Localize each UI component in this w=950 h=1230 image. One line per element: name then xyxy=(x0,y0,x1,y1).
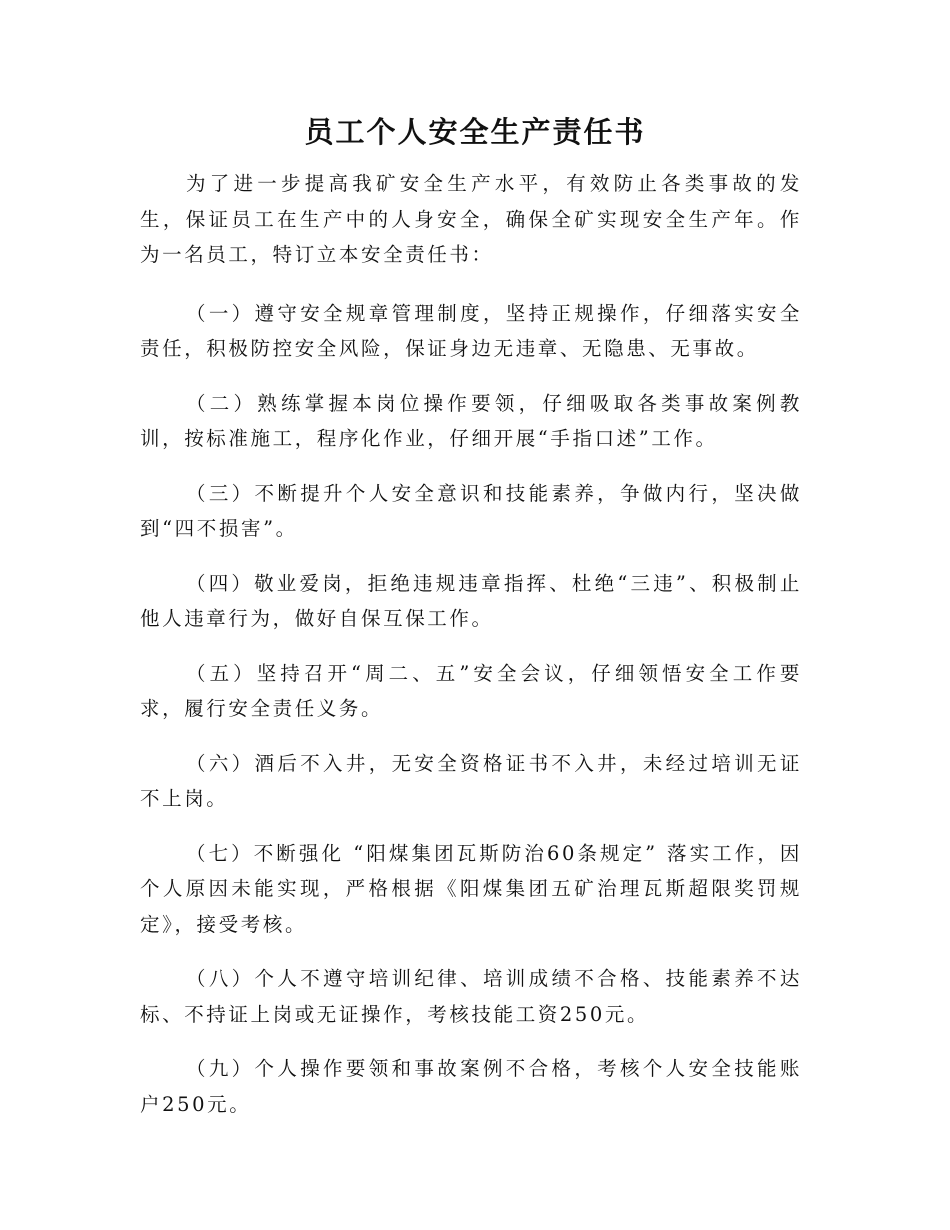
clause-2: （二）熟练掌握本岗位操作要领，仔细吸取各类事故案例教训，按标准施工，程序化作业，仔细开展“手指口述”工作。 xyxy=(140,391,802,450)
clause-5: （五）坚持召开“周二、五”安全会议，仔细领悟安全工作要求，履行安全责任义务。 xyxy=(140,661,802,720)
intro-paragraph: 为了进一步提高我矿安全生产水平，有效防止各类事故的发生，保证员工在生产中的人身安全，确保全矿实现安全生产年。作为一名员工，特订立本安全责任书： xyxy=(140,172,802,266)
clause-7: （七）不断强化 “阳煤集团瓦斯防治60条规定” 落实工作，因个人原因未能实现，严格根据《阳煤集团五矿治理瓦斯超限奖罚规定》，接受考核。 xyxy=(140,841,802,936)
clause-4: （四）敬业爱岗，拒绝违规违章指挥、杜绝“三违”、积极制止他人违章行为，做好自保互保工作。 xyxy=(140,571,802,630)
document-title: 员工个人安全生产责任书 xyxy=(304,115,646,149)
document-body xyxy=(140,166,802,1141)
clause-1: （一）遵守安全规章管理制度，坚持正规操作，仔细落实安全责任，积极防控安全风险，保证身边无违章、无隐患、无事故。 xyxy=(140,301,802,360)
clause-6: （六）酒后不入井，无安全资格证书不入井，未经过培训无证不上岗。 xyxy=(140,751,802,810)
clause-9: （九）个人操作要领和事故案例不合格，考核个人安全技能账户250元。 xyxy=(140,1057,802,1116)
clause-3: （三）不断提升个人安全意识和技能素养，争做内行，坚决做到“四不损害”。 xyxy=(140,481,802,540)
clause-8: （八）个人不遵守培训纪律、培训成绩不合格、技能素养不达标、不持证上岗或无证操作，考核技能工资250元。 xyxy=(140,967,802,1026)
